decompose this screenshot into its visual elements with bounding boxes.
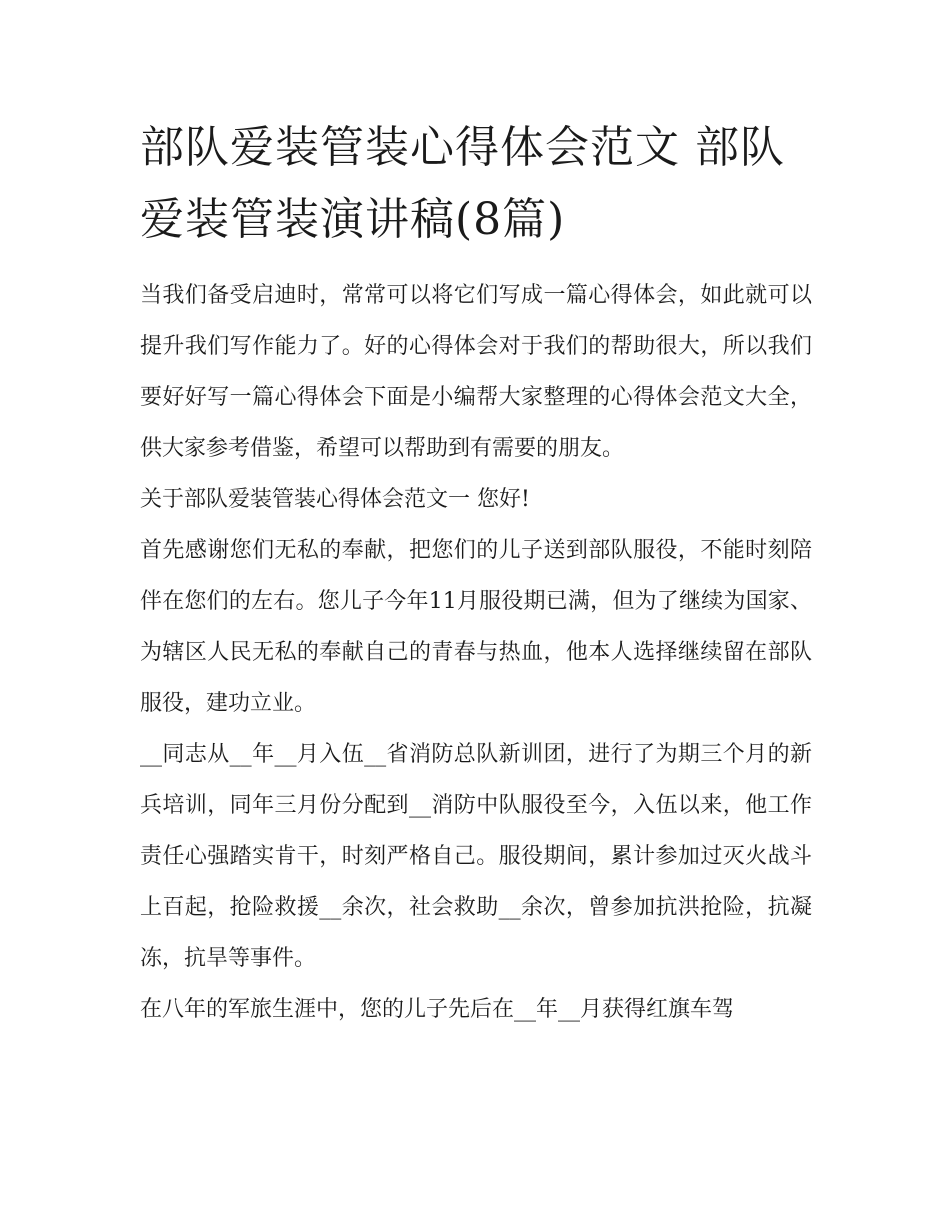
section-heading-paragraph: 关于部队爱装管装心得体会范文一 您好! [140, 487, 530, 512]
document-body [140, 112, 812, 1035]
document-title: 部队爱装管装心得体会范文 部队爱装管装演讲稿(8篇) [140, 122, 785, 245]
body-paragraph: __同志从__年__月入伍__省消防总队新训团，进行了为期三个月的新兵培训，同年三月份分配到__消防中队服役至今，入伍以来，他工作责任心强踏实肯干，时刻严格自己。服役期间，累计参加过灭火战斗上百起，抢险救援__余次，社会救助__余次，曾参加抗洪抢险，抗凝冻，抗旱等事件。 [140, 742, 812, 971]
intro-paragraph: 当我们备受启迪时，常常可以将它们写成一篇心得体会，如此就可以提升我们写作能力了。好的心得体会对于我们的帮助很大，所以我们要好好写一篇心得体会下面是小编帮大家整理的心得体会范文大全，供大家参考借鉴，希望可以帮助到有需要的朋友。 [140, 283, 812, 461]
body-paragraph: 首先感谢您们无私的奉献，把您们的儿子送到部队服役，不能时刻陪伴在您们的左右。您儿子今年11月服役期已满，但为了继续为国家、为辖区人民无私的奉献自己的青春与热血，他本人选择继续留在部队服役，建功立业。 [140, 538, 812, 716]
body-paragraph: 在八年的军旅生涯中，您的儿子先后在__年__月获得红旗车驾 [140, 997, 735, 1022]
